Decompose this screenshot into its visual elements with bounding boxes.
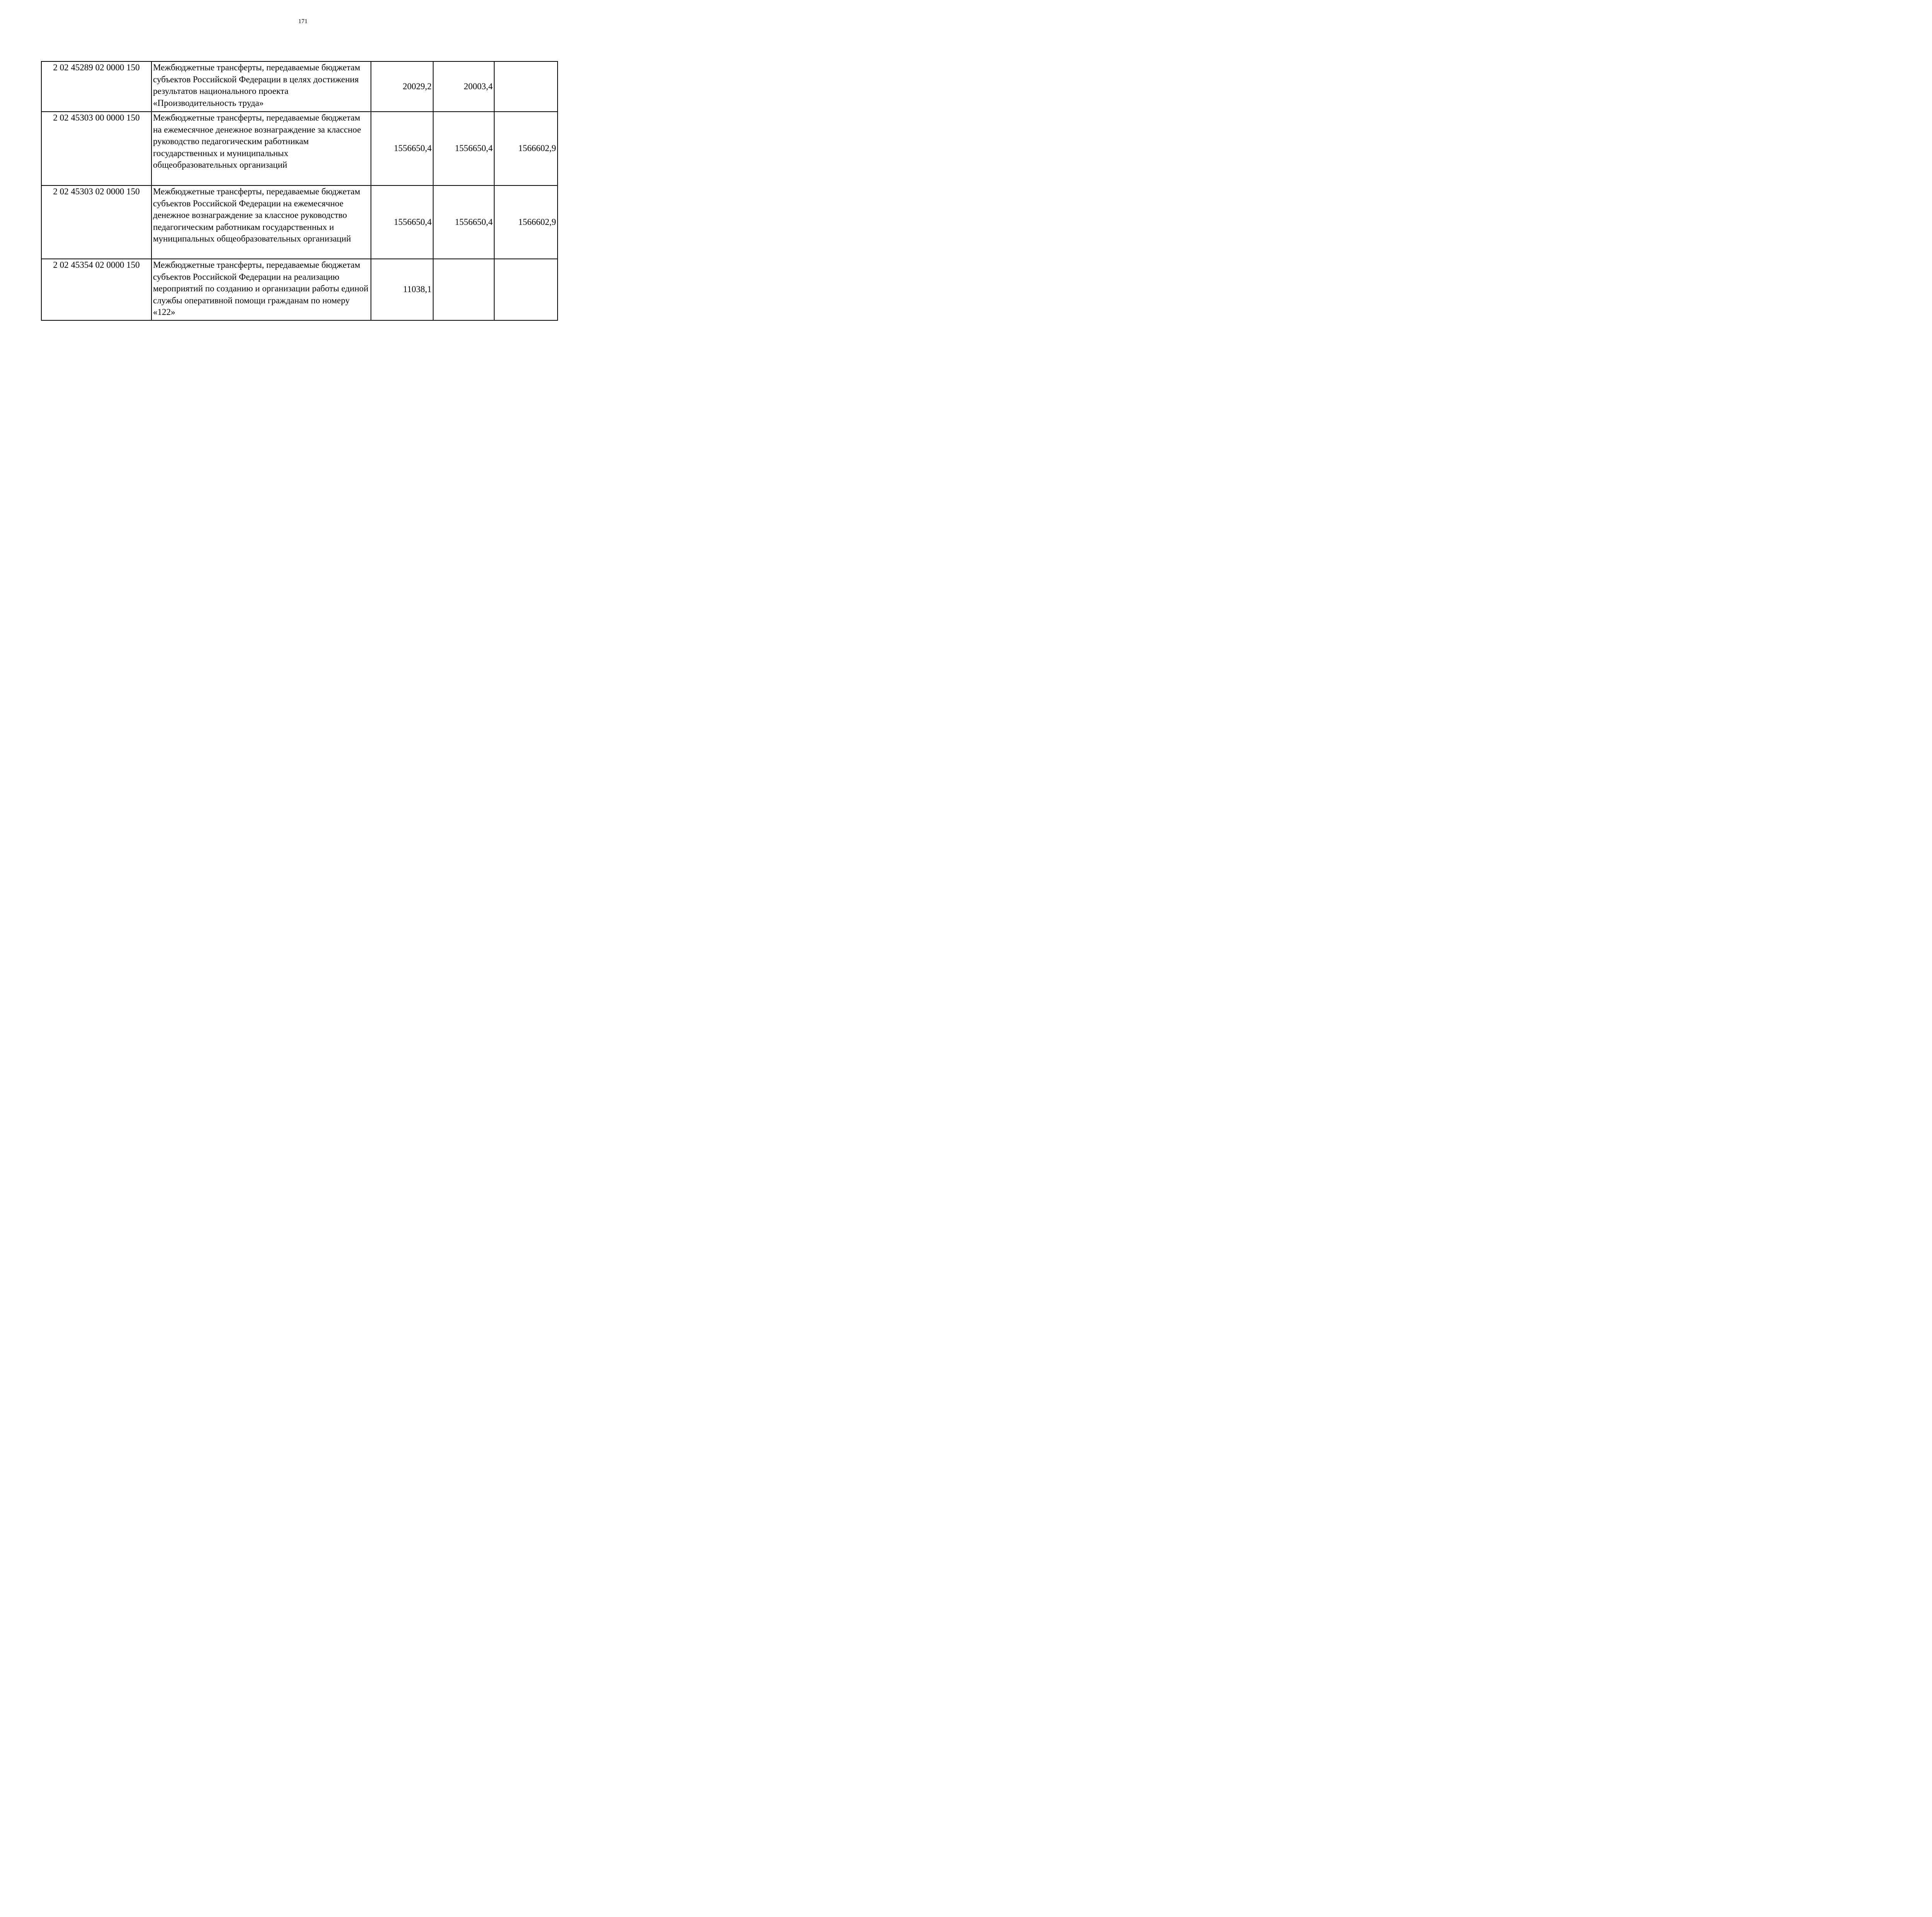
budget-code-cell: 2 02 45289 02 0000 150: [41, 61, 151, 112]
value-cell-2: 1556650,4: [433, 185, 494, 259]
value-cell-2: [433, 259, 494, 320]
value-cell-2: 20003,4: [433, 61, 494, 112]
table-row: [41, 185, 558, 259]
value-cell-1: 1556650,4: [371, 185, 433, 259]
value-cell-3: 1566602,9: [494, 112, 558, 185]
value-cell-1: 11038,1: [371, 259, 433, 320]
table-row: [41, 259, 558, 320]
budget-code-cell: 2 02 45303 00 0000 150: [41, 112, 151, 185]
value-cell-3: [494, 259, 558, 320]
budget-code-cell: 2 02 45354 02 0000 150: [41, 259, 151, 320]
table-row: [41, 61, 558, 112]
value-cell-1: 20029,2: [371, 61, 433, 112]
description-cell: Межбюджетные трансферты, передаваемые бюджетам субъектов Российской Федерации в целях достижения результатов национального проекта «Производительность труда»: [151, 61, 371, 112]
description-cell: Межбюджетные трансферты, передаваемые бюджетам на ежемесячное денежное вознаграждение за классное руководство педагогическим работникам государственных и муниципальных общеобразовательных организаций: [151, 112, 371, 185]
value-cell-2: 1556650,4: [433, 112, 494, 185]
value-cell-3: 1566602,9: [494, 185, 558, 259]
budget-table: [41, 61, 558, 321]
description-cell: Межбюджетные трансферты, передаваемые бюджетам субъектов Российской Федерации на реализацию мероприятий по созданию и организации работы единой службы оперативной помощи гражданам по номеру «122»: [151, 259, 371, 320]
budget-code-cell: 2 02 45303 02 0000 150: [41, 185, 151, 259]
page-number: 171: [298, 18, 308, 25]
value-cell-3: [494, 61, 558, 112]
description-cell: Межбюджетные трансферты, передаваемые бюджетам субъектов Российской Федерации на ежемесячное денежное вознаграждение за классное руководство педагогическим работникам государственных и муниципальных общеобразовательных организаций: [151, 185, 371, 259]
value-cell-1: 1556650,4: [371, 112, 433, 185]
table-row: [41, 112, 558, 185]
